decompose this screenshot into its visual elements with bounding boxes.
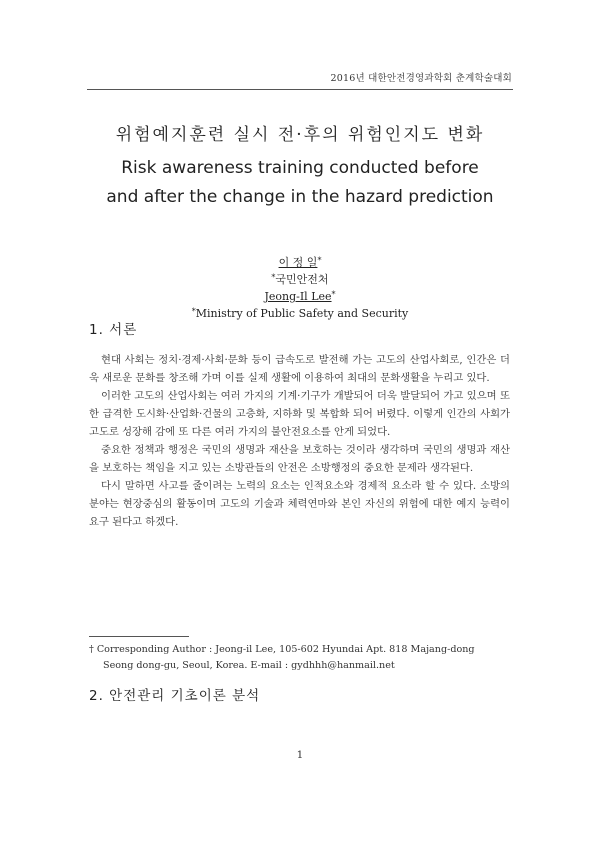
footnote [89, 642, 510, 674]
title-korean: 위험예지훈련 실시 전·후의 위험인지도 변화 [115, 125, 485, 145]
affiliation-korean: *국민안전처 [271, 273, 329, 286]
page-number: 1 [296, 749, 304, 761]
footnote-rule [89, 636, 189, 637]
header-rule [87, 89, 513, 90]
title-english [60, 154, 540, 212]
paragraph: 다시 말하면 사고를 줄이려는 노력의 요소는 인적요소와 경제적 요소라 할 수 있다. 소방의 분야는 현장중심의 활동이며 고도의 기술과 체력연마와 본인 자신의 위험에 대한 예지 능력이 요구 된다고 하겠다. [89, 480, 510, 528]
author-name-korean: 이 정 일* [278, 256, 322, 269]
section-heading-theory: 2. 안전관리 기초이론 분석 [89, 688, 261, 704]
body-text [89, 351, 510, 531]
footnote-line1: † Corresponding Author : Jeong-il Lee, 105-602 Hyundai Apt. 818 Majang-dong [89, 644, 475, 655]
title-english-line2: and after the change in the hazard prediction [106, 187, 494, 207]
author-name-english: Jeong-Il Lee* [264, 290, 336, 303]
running-header: 2016년 대한안전경영과학회 춘계학술대회 [330, 73, 512, 84]
affiliation-english: *Ministry of Public Safety and Security [191, 307, 409, 320]
footnote-line2: Seong dong-gu, Seoul, Korea. E-mail : gydhhh@hanmail.net [103, 660, 395, 671]
section-heading-intro: 1. 서론 [89, 322, 138, 338]
paragraph: 현대 사회는 정치·경제·사회·문화 등이 급속도로 발전해 가는 고도의 산업사회로, 인간은 더욱 새로운 문화를 창조해 가며 이를 실제 생활에 이용하여 최대의 문화생활을 누리고 있다. [89, 354, 510, 384]
paragraph: 이러한 고도의 산업사회는 여러 가지의 기계·기구가 개발되어 더욱 발달되어 가고 있으며 또한 급격한 도시화·산업화·건물의 고층화, 지하화 및 복합화 되어 버렸다. 이렇게 인간의 사회가 고도로 성장해 감에 또 다른 여러 가지의 불안전요소를 안게 되었다. [89, 390, 510, 438]
title-english-line1: Risk awareness training conducted before [121, 158, 479, 178]
paragraph: 중요한 정책과 행정은 국민의 생명과 재산을 보호하는 것이라 생각하며 국민의 생명과 재산을 보호하는 책임을 지고 있는 소방관들의 안전은 소방행정의 중요한 문제라 생각된다. [89, 444, 510, 474]
title-block [60, 122, 540, 212]
author-block [0, 254, 600, 322]
